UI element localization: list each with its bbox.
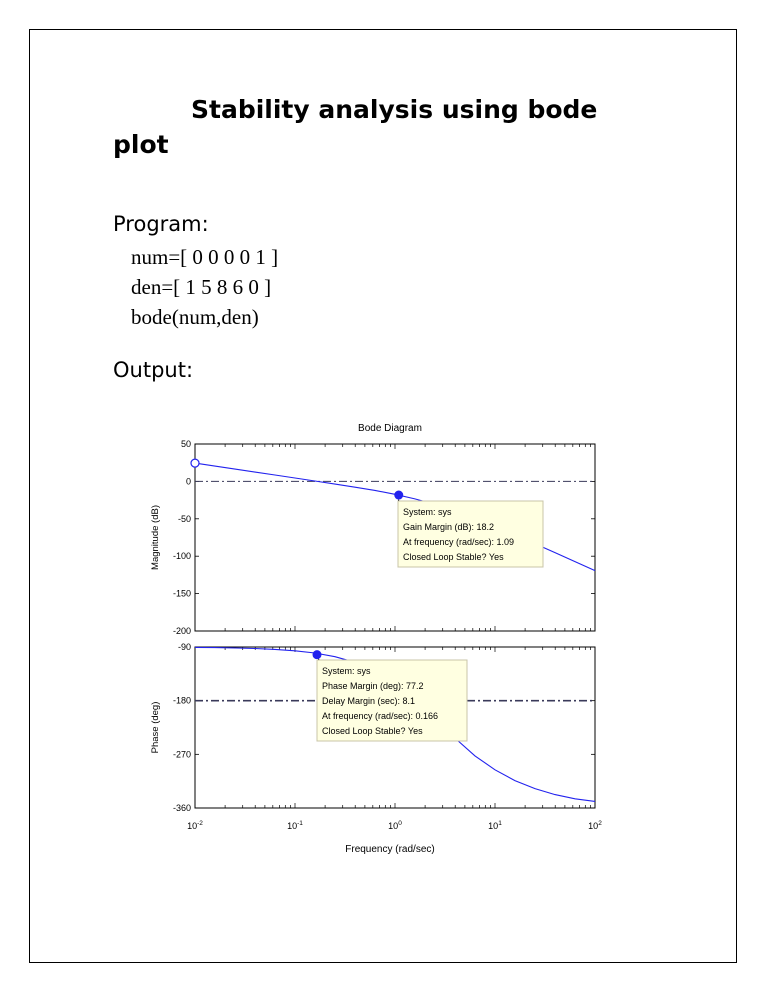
phase-tooltip-line: Closed Loop Stable? Yes xyxy=(322,726,423,736)
code-line-num: num=[ 0 0 0 0 1 ] xyxy=(131,245,279,269)
magnitude-marker xyxy=(395,491,403,499)
program-label: Program: xyxy=(113,212,209,236)
magnitude-tooltip-line: Closed Loop Stable? Yes xyxy=(403,552,504,562)
x-tick-base: 10 xyxy=(388,821,399,831)
magnitude-y-tick-label: -200 xyxy=(172,626,191,636)
x-tick-exponent: 1 xyxy=(498,820,502,827)
phase-y-tick-label: -180 xyxy=(172,695,191,706)
x-tick-base: 10 xyxy=(488,821,499,831)
magnitude-y-axis-label: Magnitude (dB) xyxy=(150,505,161,570)
phase-tooltip-line: Delay Margin (sec): 8.1 xyxy=(322,696,416,706)
phase-tooltip-line: At frequency (rad/sec): 0.166 xyxy=(322,711,439,721)
x-tick-exponent: 2 xyxy=(598,820,602,827)
page-title-line-2: plot xyxy=(113,130,169,159)
page-title-line-1: Stability analysis using bode xyxy=(191,95,598,124)
x-tick-label xyxy=(588,820,602,831)
output-label: Output: xyxy=(113,358,194,382)
phase-y-tick-label: -270 xyxy=(172,749,191,760)
magnitude-tooltip-line: Gain Margin (dB): 18.2 xyxy=(403,522,495,532)
phase-plot xyxy=(150,642,602,831)
magnitude-y-tick-label: 0 xyxy=(185,476,191,487)
magnitude-y-tick-label: -100 xyxy=(172,551,191,562)
x-tick-base: 10 xyxy=(588,821,599,831)
phase-marker xyxy=(313,651,321,659)
magnitude-tooltip-line: At frequency (rad/sec): 1.09 xyxy=(403,537,515,547)
x-tick-label xyxy=(488,820,502,831)
magnitude-y-tick-label: -150 xyxy=(172,588,191,599)
phase-y-tick-label: -90 xyxy=(177,642,191,652)
magnitude-tooltip-line: System: sys xyxy=(403,507,452,517)
magnitude-plot xyxy=(150,439,595,636)
page-title xyxy=(113,92,673,162)
code-line-bode: bode(num,den) xyxy=(131,305,259,329)
phase-tooltip-line: Phase Margin (deg): 77.2 xyxy=(322,681,424,691)
phase-y-tick-label: -360 xyxy=(172,803,191,813)
x-tick-base: 10 xyxy=(187,821,198,831)
x-tick-label xyxy=(187,820,203,831)
x-tick-exponent: -1 xyxy=(297,820,303,827)
x-axis-label: Frequency (rad/sec) xyxy=(345,844,435,855)
magnitude-marker xyxy=(191,459,199,467)
magnitude-y-tick-label: -50 xyxy=(177,513,191,524)
phase-y-axis-label: Phase (deg) xyxy=(150,701,161,754)
code-line-den: den=[ 1 5 8 6 0 ] xyxy=(131,275,272,299)
bode-diagram xyxy=(140,415,610,865)
x-tick-exponent: -2 xyxy=(197,820,203,827)
magnitude-y-tick-label: 50 xyxy=(180,439,191,449)
phase-tooltip-line: System: sys xyxy=(322,666,371,676)
x-tick-base: 10 xyxy=(287,821,298,831)
x-tick-label xyxy=(388,820,402,831)
chart-title: Bode Diagram xyxy=(358,423,422,434)
x-tick-exponent: 0 xyxy=(398,820,402,827)
x-tick-label xyxy=(287,820,303,831)
